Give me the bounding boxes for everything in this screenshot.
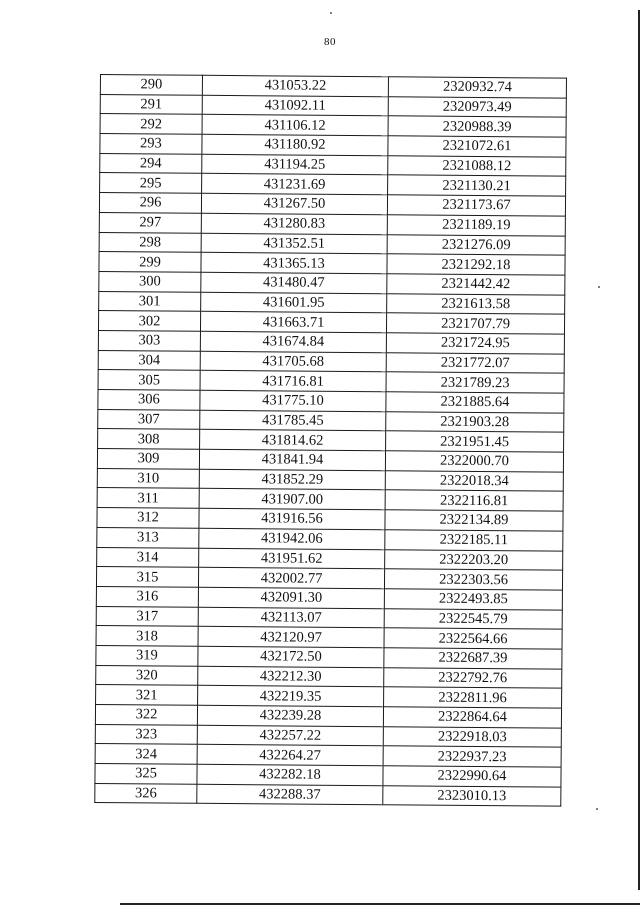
point-number-cell: 321 [96, 685, 198, 705]
point-number-cell: 301 [99, 291, 201, 311]
table-row [95, 783, 561, 806]
point-number-cell: 308 [98, 429, 200, 449]
y-coordinate-cell: 2321707.79 [386, 313, 564, 334]
y-coordinate-cell: 2321072.61 [388, 136, 566, 157]
x-coordinate-cell: 431942.06 [199, 528, 385, 549]
point-number-cell: 297 [99, 212, 201, 232]
x-coordinate-cell: 431267.50 [201, 193, 387, 214]
point-number-cell: 323 [95, 724, 197, 744]
y-coordinate-cell: 2320973.49 [388, 96, 566, 117]
x-coordinate-cell: 431916.56 [199, 508, 385, 529]
y-coordinate-cell: 2322990.64 [383, 766, 561, 787]
x-coordinate-cell: 432288.37 [197, 784, 383, 805]
x-coordinate-cell: 431180.92 [202, 134, 388, 155]
point-number-cell: 310 [97, 468, 199, 488]
x-coordinate-cell: 431951.62 [199, 548, 385, 569]
y-coordinate-cell: 2322203.20 [385, 549, 563, 570]
y-coordinate-cell: 2323010.13 [383, 785, 561, 806]
scan-speck [598, 286, 600, 288]
x-coordinate-cell: 432002.77 [198, 567, 384, 588]
point-number-cell: 316 [96, 586, 198, 606]
point-number-cell: 294 [100, 153, 202, 173]
y-coordinate-cell: 2321903.28 [386, 411, 564, 432]
point-number-cell: 302 [98, 311, 200, 331]
point-number-cell: 317 [96, 606, 198, 626]
y-coordinate-cell: 2322000.70 [385, 451, 563, 472]
y-coordinate-cell: 2322564.66 [384, 628, 562, 649]
x-coordinate-cell: 431814.62 [200, 430, 386, 451]
point-number-cell: 295 [100, 173, 202, 193]
point-number-cell: 305 [98, 370, 200, 390]
point-number-cell: 296 [99, 193, 201, 213]
coordinate-table-body [95, 75, 567, 807]
x-coordinate-cell: 431365.13 [201, 252, 387, 273]
point-number-cell: 298 [99, 232, 201, 252]
point-number-cell: 307 [98, 409, 200, 429]
y-coordinate-cell: 2321613.58 [387, 293, 565, 314]
x-coordinate-cell: 432172.50 [198, 646, 384, 667]
point-number-cell: 309 [97, 449, 199, 469]
x-coordinate-cell: 432212.30 [198, 666, 384, 687]
y-coordinate-cell: 2321951.45 [386, 431, 564, 452]
point-number-cell: 292 [100, 114, 202, 134]
x-coordinate-cell: 432113.07 [198, 607, 384, 628]
x-coordinate-cell: 431663.71 [200, 312, 386, 333]
x-coordinate-cell: 431053.22 [202, 75, 388, 96]
point-number-cell: 324 [95, 744, 197, 764]
x-coordinate-cell: 431480.47 [201, 272, 387, 293]
y-coordinate-cell: 2321292.18 [387, 254, 565, 275]
x-coordinate-cell: 432239.28 [197, 705, 383, 726]
point-number-cell: 325 [95, 764, 197, 784]
point-number-cell: 290 [100, 75, 202, 95]
y-coordinate-cell: 2322493.85 [384, 589, 562, 610]
point-number-cell: 299 [99, 252, 201, 272]
coordinate-table-container [94, 74, 566, 807]
y-coordinate-cell: 2321173.67 [387, 195, 565, 216]
y-coordinate-cell: 2322185.11 [385, 530, 563, 551]
point-number-cell: 314 [97, 547, 199, 567]
y-coordinate-cell: 2321885.64 [386, 392, 564, 413]
y-coordinate-cell: 2322545.79 [384, 608, 562, 629]
point-number-cell: 326 [95, 783, 197, 803]
x-coordinate-cell: 431852.29 [199, 469, 385, 490]
x-coordinate-cell: 432264.27 [197, 745, 383, 766]
point-number-cell: 291 [100, 94, 202, 114]
x-coordinate-cell: 431280.83 [201, 213, 387, 234]
point-number-cell: 306 [98, 389, 200, 409]
x-coordinate-cell: 431841.94 [199, 449, 385, 470]
x-coordinate-cell: 432120.97 [198, 627, 384, 648]
x-coordinate-cell: 431716.81 [200, 371, 386, 392]
scan-speck [596, 808, 598, 810]
y-coordinate-cell: 2322918.03 [383, 726, 561, 747]
point-number-cell: 312 [97, 508, 199, 528]
point-number-cell: 300 [99, 271, 201, 291]
point-number-cell: 315 [96, 567, 198, 587]
x-coordinate-cell: 431601.95 [201, 292, 387, 313]
x-coordinate-cell: 431194.25 [202, 154, 388, 175]
y-coordinate-cell: 2322864.64 [383, 707, 561, 728]
coordinate-table [94, 74, 567, 807]
point-number-cell: 322 [95, 704, 197, 724]
x-coordinate-cell: 431674.84 [200, 331, 386, 352]
x-coordinate-cell: 432282.18 [197, 764, 383, 785]
y-coordinate-cell: 2322792.76 [384, 667, 562, 688]
x-coordinate-cell: 431705.68 [200, 351, 386, 372]
x-coordinate-cell: 431092.11 [202, 95, 388, 116]
y-coordinate-cell: 2321789.23 [386, 372, 564, 393]
x-coordinate-cell: 432257.22 [197, 725, 383, 746]
x-coordinate-cell: 431106.12 [202, 115, 388, 136]
y-coordinate-cell: 2322303.56 [384, 569, 562, 590]
y-coordinate-cell: 2321189.19 [387, 215, 565, 236]
scan-speck [330, 12, 332, 14]
y-coordinate-cell: 2321772.07 [386, 352, 564, 373]
page-number: 80 [324, 36, 336, 48]
x-coordinate-cell: 432091.30 [198, 587, 384, 608]
x-coordinate-cell: 431785.45 [200, 410, 386, 431]
x-coordinate-cell: 431775.10 [200, 390, 386, 411]
x-coordinate-cell: 431231.69 [202, 174, 388, 195]
y-coordinate-cell: 2320988.39 [388, 116, 566, 137]
point-number-cell: 311 [97, 488, 199, 508]
point-number-cell: 319 [96, 645, 198, 665]
y-coordinate-cell: 2322937.23 [383, 746, 561, 767]
point-number-cell: 304 [98, 350, 200, 370]
y-coordinate-cell: 2320932.74 [388, 77, 566, 98]
x-coordinate-cell: 431352.51 [201, 233, 387, 254]
y-coordinate-cell: 2322018.34 [385, 471, 563, 492]
y-coordinate-cell: 2321276.09 [387, 234, 565, 255]
point-number-cell: 303 [98, 330, 200, 350]
point-number-cell: 320 [96, 665, 198, 685]
point-number-cell: 318 [96, 626, 198, 646]
y-coordinate-cell: 2322811.96 [384, 687, 562, 708]
x-coordinate-cell: 431907.00 [199, 489, 385, 510]
y-coordinate-cell: 2321724.95 [386, 333, 564, 354]
y-coordinate-cell: 2322687.39 [384, 648, 562, 669]
x-coordinate-cell: 432219.35 [198, 686, 384, 707]
y-coordinate-cell: 2321130.21 [388, 175, 566, 196]
point-number-cell: 293 [100, 134, 202, 154]
y-coordinate-cell: 2322134.89 [385, 510, 563, 531]
y-coordinate-cell: 2322116.81 [385, 490, 563, 511]
point-number-cell: 313 [97, 527, 199, 547]
y-coordinate-cell: 2321088.12 [388, 156, 566, 177]
y-coordinate-cell: 2321442.42 [387, 274, 565, 295]
